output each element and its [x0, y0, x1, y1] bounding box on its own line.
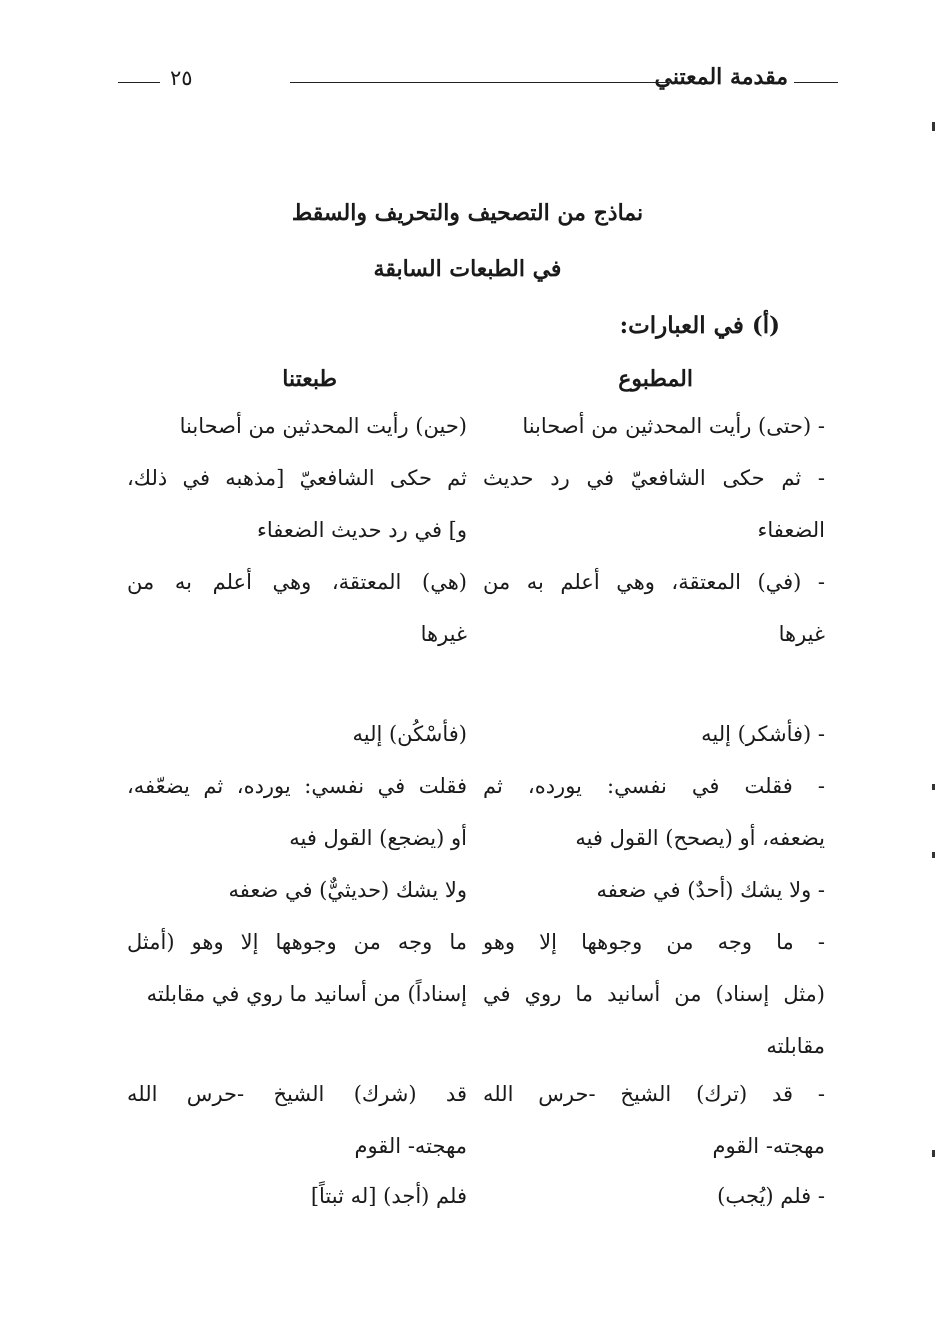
- row-ours-text: [127, 556, 467, 660]
- page-title: نماذج من التصحيف والتحريف والسقط: [291, 200, 644, 226]
- row-printed-text: [483, 864, 825, 916]
- text-line: فقلت في نفسي: يورده، ثم يضعّفه،: [127, 774, 467, 798]
- row-printed-text: [483, 760, 825, 864]
- header-rule: [118, 82, 160, 83]
- text-line: مهجته- القوم: [712, 1134, 825, 1158]
- text-line: - (في) المعتقة، وهي أعلم به من: [483, 570, 825, 594]
- row-printed-text: [483, 556, 825, 660]
- row-printed-text: [483, 400, 825, 452]
- row-ours-text: [127, 1170, 467, 1222]
- running-title: مقدمة المعتني: [654, 64, 788, 90]
- running-header: [118, 64, 838, 98]
- text-line: و] في رد حديث الضعفاء: [256, 518, 467, 542]
- text-line: مقابلته: [766, 1034, 825, 1058]
- row-printed-text: [483, 708, 825, 760]
- text-line: (مثل إسناد) من أسانيد ما روي في: [483, 982, 825, 1006]
- column-header-printed: المطبوع: [618, 366, 693, 392]
- text-line: - (حتى) رأيت المحدثين من أصحابنا: [522, 414, 825, 438]
- row-printed-text: [483, 452, 825, 556]
- row-printed-text: [483, 1170, 825, 1222]
- text-line: - ما وجه من وجوهها إلا وهو: [483, 930, 825, 954]
- text-line: - قد (ترك) الشيخ -حرس الله: [483, 1082, 825, 1106]
- column-header-ours: طبعتنا: [282, 366, 337, 392]
- header-rule: [794, 82, 838, 83]
- text-line: مهجته- القوم: [354, 1134, 467, 1158]
- text-line: ثم حكى الشافعيّ [مذهبه في ذلك،: [127, 466, 467, 490]
- text-line: - فلم (يُجب): [717, 1184, 825, 1208]
- text-line: ما وجه من وجوهها إلا وهو (أمثل: [127, 930, 467, 954]
- row-ours-text: [127, 1068, 467, 1172]
- text-line: (فأسْكُن) إليه: [352, 722, 467, 746]
- row-ours-text: [127, 400, 467, 452]
- text-line: يضعفه، أو (يصحح) القول فيه: [575, 826, 825, 850]
- text-line: فلم (أجد) [له ثبتاً]: [310, 1184, 467, 1208]
- row-ours-text: [127, 916, 467, 1020]
- row-ours-text: [127, 864, 467, 916]
- text-line: غيرها: [778, 622, 825, 646]
- row-printed-text: [483, 916, 825, 1072]
- text-line: - (فأشكر) إليه: [701, 722, 825, 746]
- text-line: - ولا يشك (أحدٌ) في ضعفه: [596, 878, 825, 902]
- page-number: ٢٥: [170, 66, 193, 90]
- text-line: قد (شرك) الشيخ -حرس الله: [127, 1082, 467, 1106]
- row-printed-text: [483, 1068, 825, 1172]
- page-subtitle: في الطبعات السابقة: [373, 256, 562, 282]
- row-ours-text: [127, 760, 467, 864]
- text-line: (هي) المعتقة، وهي أعلم به من: [127, 570, 467, 594]
- section-title: (أ) في العبارات:: [619, 312, 780, 339]
- text-line: الضعفاء: [757, 518, 825, 542]
- text-line: - ثم حكى الشافعيّ في رد حديث: [483, 466, 825, 490]
- header-rule: [290, 82, 670, 83]
- row-ours-text: [127, 708, 467, 760]
- text-line: ولا يشك (حديثيٌّ) في ضعفه: [228, 878, 467, 902]
- text-line: (حين) رأيت المحدثين من أصحابنا: [179, 414, 467, 438]
- text-line: غيرها: [420, 622, 467, 646]
- row-ours-text: [127, 452, 467, 556]
- text-line: أو (يضجع) القول فيه: [289, 826, 467, 850]
- text-line: - فقلت في نفسي: يورده، ثم: [483, 774, 825, 798]
- text-line: إسناداً) من أسانيد ما روي في مقابلته: [146, 982, 467, 1006]
